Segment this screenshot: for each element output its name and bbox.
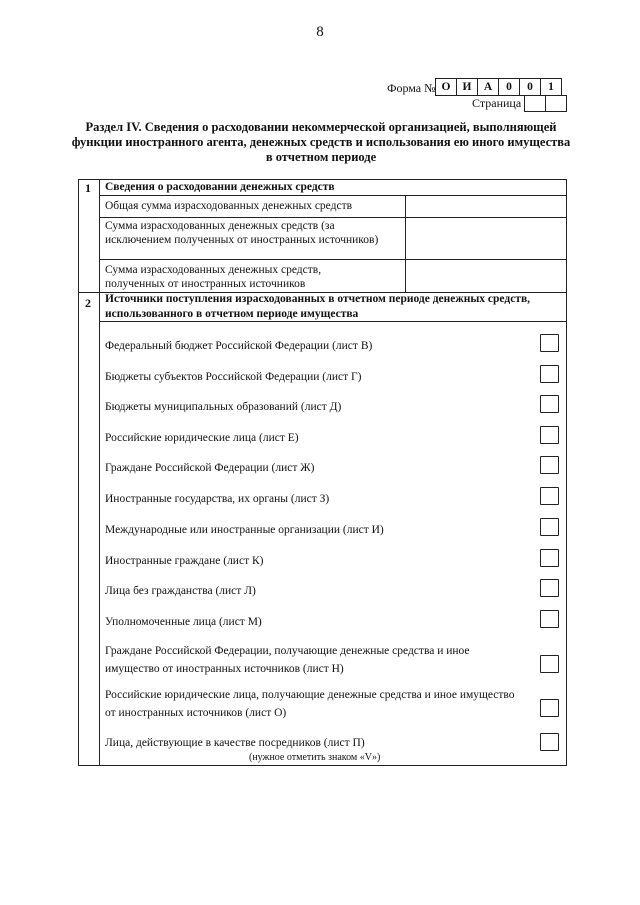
source-label: Российские юридические лица, получающие денежные средства и иное имущество от иностранных источников (лист О): [105, 689, 515, 719]
expenses-table: [78, 179, 567, 766]
spent-foreign-value[interactable]: [406, 260, 566, 292]
source-label: Уполномоченные лица (лист М): [105, 616, 262, 628]
page-field-cells[interactable]: [524, 95, 567, 112]
source-checkbox[interactable]: [540, 549, 559, 567]
source-checkbox[interactable]: [540, 610, 559, 628]
section-title: Раздел IV. Сведения о расходовании некоммерческой организацией, выполняющей функции иностранного агента, денежных средств и использования ею иного имущества в отчетном периоде: [71, 120, 571, 164]
source-label: Бюджеты субъектов Российской Федерации (лист Г): [105, 371, 362, 383]
source-label: Лица без гражданства (лист Л): [105, 585, 256, 597]
source-label: Граждане Российской Федерации (лист Ж): [105, 462, 315, 474]
source-checkbox[interactable]: [540, 733, 559, 751]
page-cell[interactable]: [525, 96, 545, 111]
part1-number: 1: [85, 181, 91, 195]
form-code-cells: [435, 78, 562, 96]
source-checkbox[interactable]: [540, 655, 559, 673]
source-label: Федеральный бюджет Российской Федерации (лист В): [105, 340, 373, 352]
source-checkbox[interactable]: [540, 518, 559, 536]
form-code-cell: 0: [519, 79, 540, 95]
source-checkbox[interactable]: [540, 334, 559, 352]
form-code-cell: 0: [498, 79, 519, 95]
page-cell[interactable]: [545, 96, 566, 111]
source-label: Граждане Российской Федерации, получающие денежные средства и иное имущество от иностранных источников (лист Н): [105, 645, 470, 675]
part2-number: 2: [85, 296, 91, 310]
spent-non-foreign-value[interactable]: [406, 218, 566, 259]
spent-foreign-label: Сумма израсходованных денежных средств, полученных от иностранных источников: [105, 264, 322, 290]
source-checkbox[interactable]: [540, 365, 559, 383]
page-field-label: Страница: [472, 96, 522, 110]
spent-total-label: Общая сумма израсходованных денежных средств: [105, 200, 353, 212]
source-checkbox[interactable]: [540, 456, 559, 474]
form-code-cell: 1: [540, 79, 561, 95]
spent-non-foreign-label: Сумма израсходованных денежных средств (за исключением полученных от иностранных источников): [105, 220, 379, 246]
source-label: Российские юридические лица (лист Е): [105, 432, 299, 444]
source-label: Бюджеты муниципальных образований (лист Д): [105, 401, 342, 413]
form-code-cell: О: [441, 81, 451, 93]
form-code-cell: А: [477, 79, 498, 95]
source-label: Международные или иностранные организации (лист И): [105, 524, 384, 536]
source-label: Лица, действующие в качестве посредников (лист П): [105, 737, 365, 749]
source-checkbox[interactable]: [540, 395, 559, 413]
column-divider: [99, 180, 100, 765]
page-number: 8: [316, 24, 324, 40]
form-code-cell: И: [456, 79, 477, 95]
source-checkbox[interactable]: [540, 699, 559, 717]
part1-heading: Сведения о расходовании денежных средств: [105, 181, 335, 193]
source-checkbox[interactable]: [540, 426, 559, 444]
source-checkbox[interactable]: [540, 579, 559, 597]
source-label: Иностранные государства, их органы (лист З): [105, 493, 330, 505]
spent-total-value[interactable]: [406, 196, 566, 217]
part2-heading: Источники поступления израсходованных в отчетном периоде денежных средств, использованного в отчетном периоде имущества: [105, 293, 531, 320]
source-checkbox[interactable]: [540, 487, 559, 505]
form-code-label: Форма №: [387, 81, 436, 95]
selection-note: (нужное отметить знаком «V»): [249, 752, 381, 763]
source-label: Иностранные граждане (лист К): [105, 555, 264, 567]
